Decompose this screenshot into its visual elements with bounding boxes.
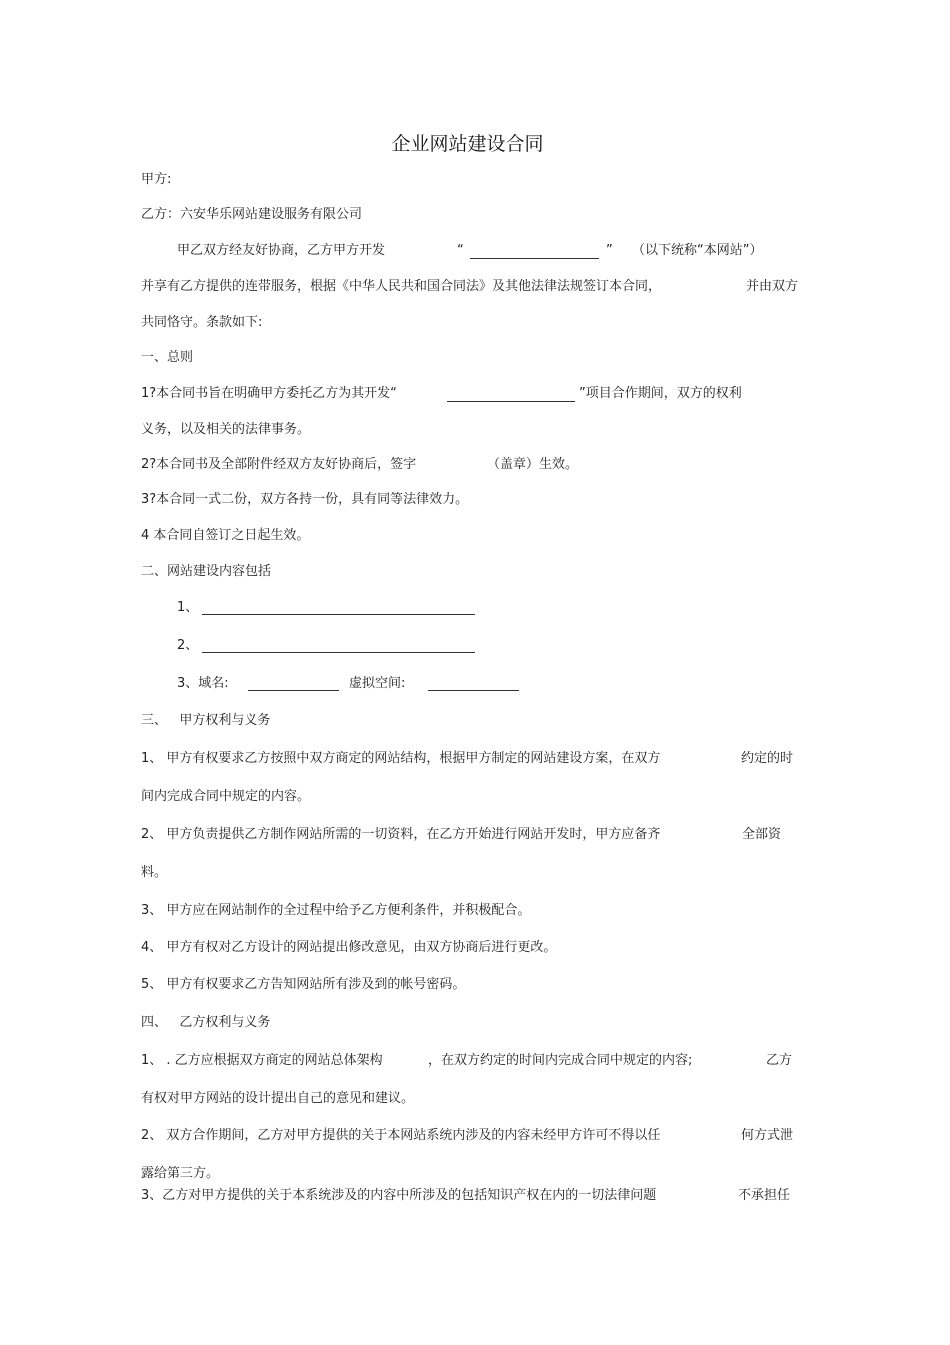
- clause-3-2-cont: 料。: [141, 865, 168, 880]
- clause-1-1-end: ”项目合作期间，双方的权利: [579, 386, 742, 401]
- clause-1-2: 2?本合同书及全部附件经双方友好协商后，签字: [141, 457, 417, 472]
- clause-4-2-cont: 露给第三方。: [141, 1166, 220, 1181]
- intro-line-1-end: （以下统称“本网站”）: [632, 243, 763, 258]
- hosting-label: 虚拟空间:: [349, 676, 406, 691]
- clause-4-2: 2、 双方合作期间，乙方对甲方提供的关于本网站系统内涉及的内容未经甲方许可不得以任: [141, 1128, 661, 1143]
- domain-blank: [248, 690, 339, 691]
- hosting-blank: [428, 690, 519, 691]
- clause-4-3-end: 不承担任: [738, 1188, 791, 1203]
- project-name-blank: [470, 258, 599, 259]
- clause-1-2-end: （盖章）生效。: [487, 457, 579, 472]
- clause-3-5: 5、 甲方有权要求乙方告知网站所有涉及到的帐号密码。: [141, 977, 466, 992]
- clause-1-1: 1?本合同书旨在明确甲方委托乙方为其开发“: [141, 386, 397, 401]
- clause-4-3: 3、乙方对甲方提供的关于本系统涉及的内容中所涉及的包括知识产权在内的一切法律问题: [141, 1188, 657, 1203]
- clause-1-1-cont: 义务，以及相关的法律事务。: [141, 422, 311, 437]
- clause-1-4: 4 本合同自签订之日起生效。: [141, 528, 310, 543]
- close-quote: ”: [606, 243, 613, 258]
- content-item-1: 1、: [177, 600, 199, 615]
- content-item-2: 2、: [177, 638, 199, 653]
- intro-line-2: 并享有乙方提供的连带服务，根据《中华人民共和国合同法》及其他法律法规签订本合同，: [141, 279, 662, 294]
- clause-4-1: 1、 . 乙方应根据双方商定的网站总体架构: [141, 1053, 383, 1068]
- content-item-1-blank: [202, 614, 475, 615]
- party-b-label: 乙方：六安华乐网站建设服务有限公司: [141, 207, 363, 222]
- section-2-heading: 二、网站建设内容包括: [141, 564, 272, 579]
- clause-3-2-end: 全部资: [742, 827, 782, 842]
- clause-3-2: 2、 甲方负责提供乙方制作网站所需的一切资料，在乙方开始进行网站开发时，甲方应备齐: [141, 827, 661, 842]
- clause-3-4: 4、 甲方有权对乙方设计的网站提出修改意见，由双方协商后进行更改。: [141, 940, 557, 955]
- intro-line-1: 甲乙双方经友好协商，乙方甲方开发: [177, 243, 386, 258]
- domain-label: 3、域名:: [177, 676, 229, 691]
- clause-1-1-blank: [447, 401, 575, 402]
- clause-4-1-mid: ，在双方约定的时间内完成合同中规定的内容;: [428, 1053, 693, 1068]
- clause-3-1-cont: 间内完成合同中规定的内容。: [141, 789, 311, 804]
- section-3-heading: 三、 甲方权利与义务: [141, 713, 271, 728]
- clause-3-1-end: 约定的时: [741, 751, 794, 766]
- clause-3-3: 3、 甲方应在网站制作的全过程中给予乙方便利条件，并积极配合。: [141, 903, 531, 918]
- clause-4-2-end: 何方式泄: [741, 1128, 794, 1143]
- section-1-heading: 一、总则: [141, 350, 194, 365]
- clause-4-1-end: 乙方: [766, 1053, 793, 1068]
- open-quote: “: [457, 243, 464, 258]
- clause-3-1: 1、 甲方有权要求乙方按照中双方商定的网站结构，根据甲方制定的网站建设方案，在双方: [141, 751, 661, 766]
- clause-1-3: 3?本合同一式二份，双方各持一份，具有同等法律效力。: [141, 492, 469, 507]
- intro-line-3: 共同恪守。条款如下:: [141, 315, 263, 330]
- party-a-label: 甲方:: [141, 172, 172, 187]
- content-item-2-blank: [202, 652, 475, 653]
- page-title: 企业网站建设合同: [391, 133, 544, 155]
- section-4-heading: 四、 乙方权利与义务: [141, 1015, 271, 1030]
- clause-4-1-cont: 有权对甲方网站的设计提出自己的意见和建议。: [141, 1091, 415, 1106]
- intro-line-2-end: 并由双方: [746, 279, 799, 294]
